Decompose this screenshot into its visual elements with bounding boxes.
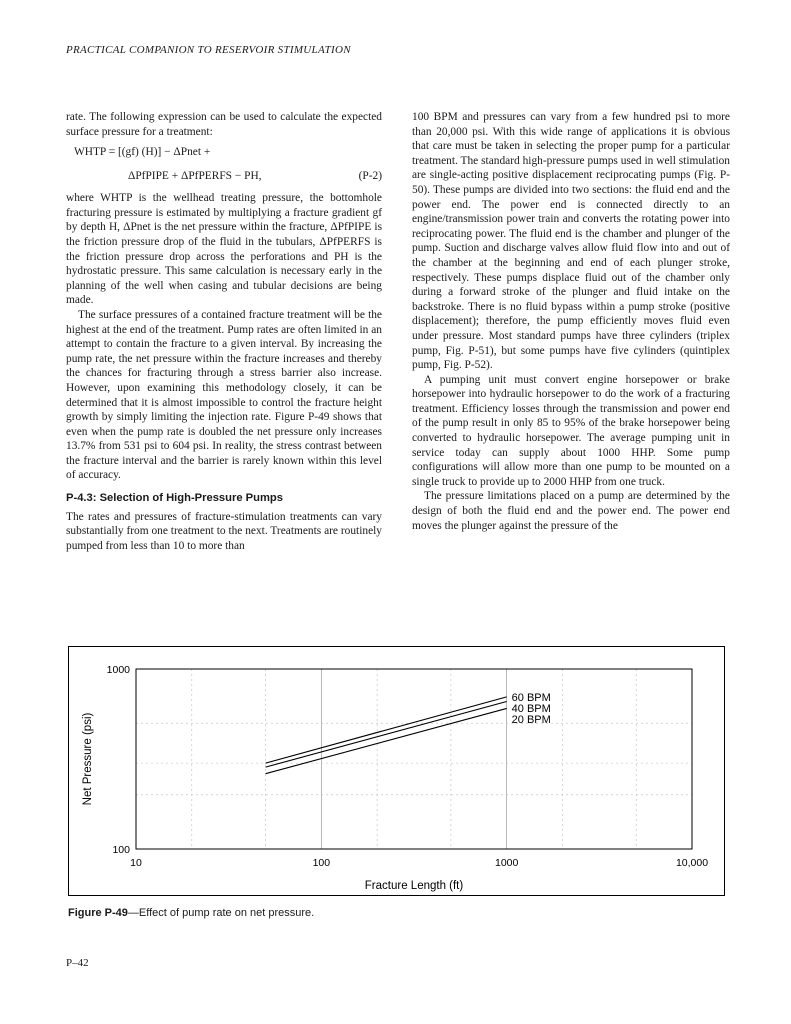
figure-caption-label: Figure P-49 <box>68 907 128 919</box>
chart-series-label: 40 BPM <box>511 703 551 715</box>
paragraph: The surface pressures of a contained fracture treatment will be the highest at the end of the treatment. Pump rates are often limited in an attempt to contain the fracture to a given interval. By increasing the pump rate, the net pressure within the fracture increases and thereby the chances for fracturing through a stress barrier also increase. However, upon examining this methodology closely, it can be determined that it is almost impossible to control the fracture height growth by simply limiting the injection rate. Figure P-49 shows that even when the pump rate is doubled the net pressure only increases 13.7% from 531 psi to 604 psi. In reality, the stress contrast between the fracture interval and the barrier is rarely known within this level of accuracy. <box>66 308 382 482</box>
paragraph: The rates and pressures of fracture-stimulation treatments can vary substantially from one treatment to the next. Treatments are routinely pumped from less than 10 to more than <box>66 510 382 552</box>
chart-x-tick-label: 1000 <box>494 857 519 869</box>
paragraph: rate. The following expression can be used to calculate the expected surface pressure for a treatment: <box>66 111 382 138</box>
chart-y-tick-label: 1000 <box>106 664 130 676</box>
chart-x-tick-label: 100 <box>312 857 331 869</box>
figure-caption-text: —Effect of pump rate on net pressure. <box>127 907 315 919</box>
figure-caption <box>68 907 314 919</box>
chart-series-line <box>266 701 507 767</box>
chart-x-tick-label: 10 <box>130 857 142 869</box>
figure-frame <box>68 646 725 896</box>
equation-lhs: WHTP = [(gf) (H)] − ΔPnet + <box>74 146 211 159</box>
plot-area <box>136 669 692 849</box>
paragraph: where WHTP is the wellhead treating pressure, the bottomhole fracturing pressure is estimated by multiplying a fracture gradient gf by depth H, ΔPnet is the net pressure within the fracture, ΔPfPIPE is the friction pressure drop of the fluid in the tubulars, ΔPfPERFS is the friction pressure drop across the perforations and PH is the hydrostatic pressure. This same calculation is necessary early in the planning of the well when casing and tubular decisions are being made. <box>66 192 382 307</box>
left-column <box>66 110 382 553</box>
running-head: PRACTICAL COMPANION TO RESERVOIR STIMULATION <box>66 44 351 56</box>
chart-x-tick-label: 10,000 <box>675 857 709 869</box>
chart-ticks <box>107 664 709 869</box>
chart-y-axis-label: Net Pressure (psi) <box>82 712 94 806</box>
equation-line-1 <box>66 139 382 165</box>
right-column <box>412 110 730 533</box>
chart-series-label: 20 BPM <box>511 714 551 726</box>
chart-x-axis-label: Fracture Length (ft) <box>364 880 464 892</box>
page-number: P–42 <box>66 957 89 969</box>
paragraph: 100 BPM and pressures can vary from a few hundred psi to more than 20,000 psi. With this wide range of applications it is obvious that care must be taken in selecting the proper pump for a particular treatment. The standard high-pressure pumps used in well stimulation are single-acting positive displacement reciprocating pumps (Fig. P-50). These pumps are divided into two sections: the fluid end and the power end. The power end is connected directly to an engine/transmission power train and converts the rotating power into reciprocating power. The fluid end is the chamber and plunger of the pump. Suction and discharge valves allow fluid flow into and out of the chamber at the beginning and end of each plunger stroke, respectively. These pumps displace fluid out of the chamber only during a forward stroke of the plunger and fluid intake on the backstroke. There is no fluid bypass within a pump stroke (positive displacement); therefore, the pump efficiently moves fluid even under pressure. Most standard pumps have three cylinders (triplex pump, Fig. P-51), but some pumps have five cylinders (quintiplex pump, Fig. P-52). <box>412 111 730 372</box>
chart-series-label: 60 BPM <box>511 692 551 704</box>
equation-rhs: ΔPfPIPE + ΔPfPERFS − PH, <box>128 170 262 183</box>
equation-line-2 <box>66 165 382 191</box>
chart-gridlines <box>136 669 692 849</box>
chart-y-tick-label: 100 <box>112 844 130 856</box>
chart-series <box>266 692 551 774</box>
section-heading: P-4.3: Selection of High-Pressure Pumps <box>66 492 283 505</box>
equation-number: (P-2) <box>358 170 382 183</box>
chart-series-line <box>266 697 507 763</box>
chart-series-line <box>266 708 507 773</box>
paragraph: A pumping unit must convert engine horsepower or brake horsepower into hydraulic horsepower to do the work of a fracturing treatment. Efficiency losses through the transmission and power end of the pump result in only 85 to 95% of the brake horsepower being converted to hydraulic horsepower. The average pumping unit in service today can supply about 1000 HHP. Some pump configurations will allow more than one pump to be mounted on a single truck to provide up to 2000 HHP from one truck. <box>412 373 730 488</box>
net-pressure-chart <box>69 647 724 895</box>
paragraph: The pressure limitations placed on a pump are determined by the design of both the fluid end and the power end. The power end moves the plunger against the pressure of the <box>412 490 730 532</box>
